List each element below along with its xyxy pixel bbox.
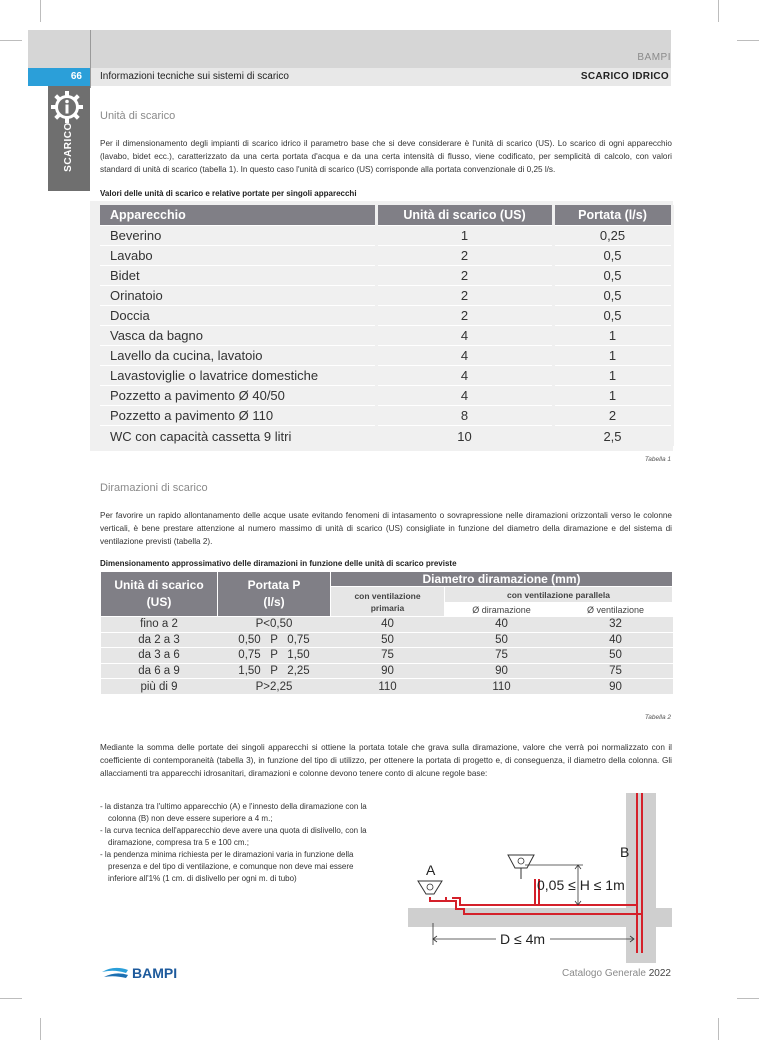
crop-mark: [718, 0, 719, 22]
table-row: [100, 406, 672, 426]
table2-header-row: [101, 572, 673, 587]
header-brand: BAMPI: [637, 52, 671, 63]
label-distance: D ≤ 4m: [500, 931, 546, 947]
table-row: [101, 617, 673, 633]
table-cell: 32: [559, 617, 673, 633]
table-cell: 4: [376, 366, 553, 386]
table-row: [100, 305, 672, 325]
table-cell: Pozzetto a pavimento Ø 110: [100, 406, 376, 426]
table-row: [100, 426, 672, 446]
table-cell: 90: [559, 679, 673, 695]
drainage-diagram: [408, 793, 672, 963]
table-cell: 40: [331, 617, 445, 633]
table-row: [100, 285, 672, 305]
table-cell: 0,25: [553, 225, 672, 245]
table-row: [100, 386, 672, 406]
table-row: [101, 663, 673, 679]
table-cell: 50: [559, 648, 673, 664]
table-row: [100, 245, 672, 265]
header-title: Informazioni tecniche sui sistemi di scarico: [100, 71, 289, 82]
table-cell: Bidet: [100, 265, 376, 285]
logo-text: BAMPI: [132, 965, 178, 981]
footer-catalog-name: Catalogo Generale: [562, 968, 646, 979]
table1-note: Tabella 1: [644, 456, 671, 463]
table-row: [101, 679, 673, 695]
table2-header-diametro: Diametro diramazione (mm): [331, 572, 673, 587]
table-cell: 50: [331, 632, 445, 648]
table-row: [101, 632, 673, 648]
footer-catalog: [562, 968, 671, 979]
table-cell: 1: [553, 386, 672, 406]
table-cell: 40: [559, 632, 673, 648]
table-row: [100, 366, 672, 386]
crop-mark: [0, 40, 22, 41]
heading-diramazioni: Diramazioni di scarico: [100, 482, 208, 494]
footer-year: 2022: [648, 968, 671, 979]
crop-mark: [40, 0, 41, 22]
table-cell: 75: [445, 648, 559, 664]
table-cell: WC con capacità cassetta 9 litri: [100, 426, 376, 446]
table-cell: Doccia: [100, 305, 376, 325]
sidebar-label: SCARICO: [63, 122, 74, 172]
table-cell: Vasca da bagno: [100, 325, 376, 345]
table1-header-row: [100, 205, 672, 225]
table2-caption: Dimensionamento approssimativo delle diramazioni in funzione delle unità di scarico previste: [100, 559, 457, 568]
rules-list: [100, 801, 375, 885]
crop-mark: [0, 998, 22, 999]
table2-header-vent-primaria: [331, 587, 445, 617]
table-cell: 50: [445, 632, 559, 648]
table-cell: Beverino: [100, 225, 376, 245]
table-cell: 1: [553, 325, 672, 345]
table-cell: Lavello da cucina, lavatoio: [100, 346, 376, 366]
table1: [100, 205, 674, 446]
table-cell: 1: [553, 366, 672, 386]
table-row: [100, 346, 672, 366]
table-cell: più di 9: [101, 679, 218, 695]
label-b: B: [620, 844, 630, 860]
table2-header-vent-primaria-line1: con ventilazione: [354, 590, 421, 601]
table2-header-vent-parallela: con ventilazione parallela: [445, 587, 673, 603]
table2-header-us-line2: (US): [146, 595, 172, 609]
table-cell: 40: [445, 617, 559, 633]
table-row: [100, 265, 672, 285]
crop-mark: [718, 1018, 719, 1040]
table-cell: 0,75 P 1,50: [218, 648, 331, 664]
bampi-logo: [100, 963, 190, 983]
table1-header-cell: Unità di scarico (US): [376, 205, 553, 225]
crop-mark: [737, 998, 759, 999]
list-item: - la distanza tra l'ultimo apparecchio (A) e l'innesto della diramazione con la colonna (B) non deve essere superiore a 4 m.;: [100, 802, 367, 823]
header-divider: [90, 30, 91, 88]
table-cell: 2: [553, 406, 672, 426]
table-cell: 4: [376, 386, 553, 406]
table-cell: 75: [331, 648, 445, 664]
list-item: - la pendenza minima richiesta per le diramazioni varia in funzione della presenza e del tipo di ventilazione, e comunque non deve mai essere inferiore all'1% (1 cm. di dislivello per ogni m. di tubo): [100, 850, 354, 883]
table-row: [100, 325, 672, 345]
table2-header-diram: Ø diramazione: [445, 603, 559, 617]
logo-swoosh-bottom: [104, 973, 128, 978]
list-item: - la curva tecnica dell'apparecchio deve avere una quota di dislivello, con la diramazione, compresa tra 5 e 100 cm.;: [100, 826, 367, 847]
label-height: 0,05 ≤ H ≤ 1m: [537, 877, 625, 893]
table-cell: 2,5: [553, 426, 672, 446]
table-cell: 0,50 P 0,75: [218, 632, 331, 648]
table1-header-cell: Apparecchio: [100, 205, 376, 225]
table-cell: 10: [376, 426, 553, 446]
table-row: [100, 225, 672, 245]
table-cell: da 2 a 3: [101, 632, 218, 648]
table-cell: da 6 a 9: [101, 663, 218, 679]
table-cell: 2: [376, 305, 553, 325]
table-cell: 110: [445, 679, 559, 695]
page-number: 66: [28, 68, 90, 86]
table2-header-portata-line2: (l/s): [263, 595, 285, 609]
table2-header-vent: Ø ventilazione: [559, 603, 673, 617]
label-a: A: [426, 862, 436, 878]
table-cell: 110: [331, 679, 445, 695]
table-cell: 8: [376, 406, 553, 426]
table2-header-us-line1: Unità di scarico: [114, 578, 204, 592]
table-cell: Pozzetto a pavimento Ø 40/50: [100, 386, 376, 406]
table-row: [101, 648, 673, 664]
table-cell: 1,50 P 2,25: [218, 663, 331, 679]
table-cell: 90: [445, 663, 559, 679]
table-cell: 1: [553, 346, 672, 366]
table-cell: Lavabo: [100, 245, 376, 265]
table-cell: da 3 a 6: [101, 648, 218, 664]
table-cell: Orinatoio: [100, 285, 376, 305]
paragraph-diramazioni: Per favorire un rapido allontanamento delle acque usate evitando fenomeni di intasamento o sovrapressione nelle diramazioni orizzontali verso le colonne verticali, è bene prestare attenzione al numero massimo di unità di scarico (US) consigliate in funzione del diametro della diramazione e del sistema di ventilazione previsti (tabella 2).: [100, 511, 672, 546]
table-cell: 0,5: [553, 305, 672, 325]
table-cell: 4: [376, 346, 553, 366]
table-cell: 2: [376, 265, 553, 285]
table-cell: P>2,25: [218, 679, 331, 695]
table-cell: Lavastoviglie o lavatrice domestiche: [100, 366, 376, 386]
table-cell: P<0,50: [218, 617, 331, 633]
table-cell: fino a 2: [101, 617, 218, 633]
table-cell: 1: [376, 225, 553, 245]
table1-caption: Valori delle unità di scarico e relative portate per singoli apparecchi: [100, 189, 357, 198]
table1-header-cell: Portata (l/s): [553, 205, 672, 225]
paragraph-unita-scarico: Per il dimensionamento degli impianti di scarico idrico il parametro base che si deve considerare è l'unità di scarico (US). Lo scarico di ogni apparecchio (lavabo, bidet ecc.), caratterizzato da una certa portata d'acqua e da una certa intensità di flusso, viene codificato, per semplicità di calcolo, con valori standard di unità di scarico (tabella 1). In questo caso l'unità di scarico (US) corrisponde alla portata convenzionale di 0,25 l/s.: [100, 139, 672, 174]
table2-header-vent-primaria-line2: primaria: [370, 602, 405, 613]
table-cell: 0,5: [553, 285, 672, 305]
table-cell: 90: [331, 663, 445, 679]
crop-mark: [737, 40, 759, 41]
logo-swoosh-top: [102, 968, 128, 973]
table-cell: 2: [376, 285, 553, 305]
table-cell: 2: [376, 245, 553, 265]
paragraph-regole: Mediante la somma delle portate dei singoli apparecchi si ottiene la portata totale che grava sulla diramazione, valore che verrà poi normalizzato con il coefficiente di contemporaneità (tabella 3), in funzione del tipo di utilizzo, per ottenere la portata di progetto e, di conseguenza, il diametro della colonna. Gli allacciamenti tra apparecchi idrosanitari, diramazioni e colonne devono tenere conto di alcune regole base:: [100, 743, 672, 778]
table2: [100, 571, 673, 694]
heading-unita-scarico: Unità di scarico: [100, 110, 176, 122]
table2-header-us: [101, 572, 218, 617]
header-band: [28, 30, 671, 68]
header-section: SCARICO IDRICO: [580, 71, 669, 82]
table-cell: 0,5: [553, 265, 672, 285]
table2-header-portata: [218, 572, 331, 617]
crop-mark: [40, 1018, 41, 1040]
table2-note: Tabella 2: [644, 714, 671, 721]
table-cell: 4: [376, 325, 553, 345]
table-cell: 75: [559, 663, 673, 679]
table-cell: 0,5: [553, 245, 672, 265]
table2-header-portata-line1: Portata P: [247, 578, 301, 592]
